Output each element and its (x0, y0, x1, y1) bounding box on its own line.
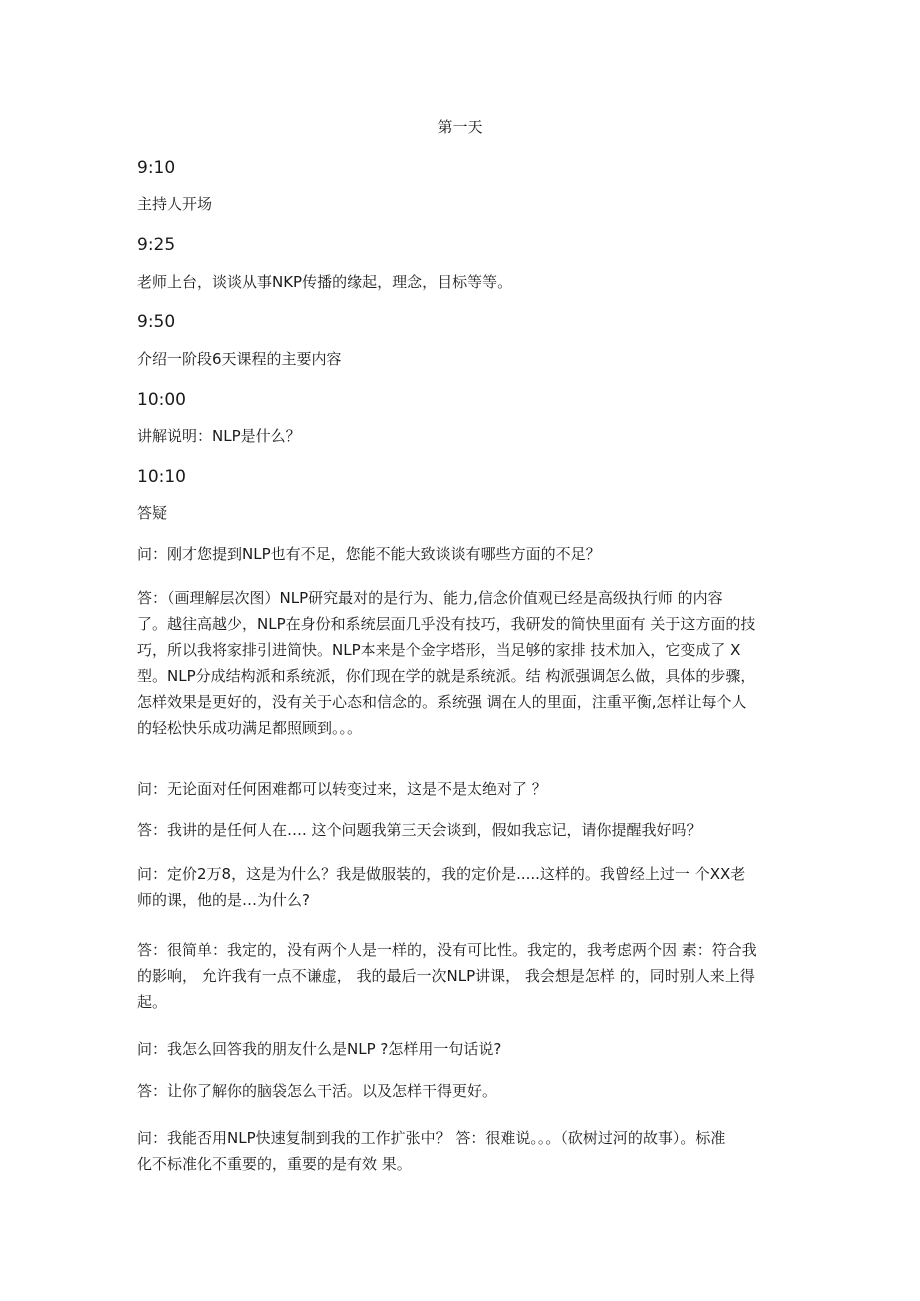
qa-line: 化不标准化不重要的，重要的是有效 果。 (137, 1155, 412, 1173)
qa-answer: 答：让你了解你的脑袋怎么干活。以及怎样干得更好。 (137, 1082, 498, 1100)
qa-answer: 答：我讲的是任何人在…. 这个问题我第三天会谈到，假如我忘记，请你提醒我好吗？ (137, 821, 702, 839)
qa-line: 问：定价2万8，这是为什么？我是做服装的，我的定价是.....这样的。我曾经上过一 个XX老 (137, 865, 746, 883)
schedule-text: 老师上台，谈谈从事NKP传播的缘起，理念，目标等等。 (137, 273, 513, 291)
qa-line: 了。越往高越少，NLP在身份和系统层面几乎没有技巧，我研发的简快里面有 关于这方面的技 (137, 615, 756, 633)
schedule-text: 主持人开场 (137, 195, 213, 213)
qa-line: 师的课，他的是…为什么? (137, 891, 310, 909)
qa-line: 答：（画理解层次图）NLP研究最对的是行为、能力,信念价值观已经是高级执行师 的内容 (137, 589, 723, 607)
qa-answer (137, 585, 783, 741)
qa-line: 型。NLP分成结构派和系统派，你们现在学的就是系统派。结 构派强调怎么做，具体的步骤， (137, 667, 756, 685)
schedule-text: 介绍一阶段6天课程的主要内容 (137, 350, 342, 368)
qa-line: 怎样效果是更好的，没有关于心态和信念的。系统强 调在人的里面，注重平衡,怎样让每个人 (137, 693, 747, 711)
qa-line: 的影响， 允许我有一点不谦虚， 我的最后一次NLP讲课， 我会想是怎样 的，同时别人来上得 (137, 967, 755, 985)
qa-line: 的轻松快乐成功满足都照顾到。。。 (137, 719, 363, 737)
schedule-time: 9:25 (137, 235, 176, 255)
schedule-time: 9:50 (137, 312, 176, 332)
qa-line: 巧，所以我将家排引进简快。NLP本来是个金字塔形，当足够的家排 技术加入，它变成了 X (137, 641, 741, 659)
qa-line: 起。 (137, 993, 168, 1011)
schedule-time: 10:10 (137, 467, 186, 487)
qa-question: 问：我怎么回答我的朋友什么是NLP ?怎样用一句话说? (137, 1040, 502, 1058)
qa-answer (137, 937, 783, 1015)
schedule-text: 讲解说明：NLP是什么？ (137, 427, 301, 445)
qa-line: 问：我能否用NLP快速复制到我的工作扩张中？ 答：很难说。。。（砍树过河的故事）。标准 (137, 1129, 726, 1147)
schedule-time: 10:00 (137, 390, 186, 410)
qa-question (137, 861, 783, 913)
page-title: 第一天 (437, 118, 483, 136)
schedule-text: 答疑 (137, 504, 168, 522)
schedule-time: 9:10 (137, 158, 176, 178)
qa-line: 答：很简单：我定的，没有两个人是一样的，没有可比性。我定的，我考虑两个因 素：符合我 (137, 941, 757, 959)
qa-question: 问：无论面对任何困难都可以转变过来，这是不是太绝对了 ？ (137, 780, 547, 798)
qa-question: 问：刚才您提到NLP也有不足，您能不能大致谈谈有哪些方面的不足？ (137, 545, 601, 563)
qa-question (137, 1125, 783, 1177)
